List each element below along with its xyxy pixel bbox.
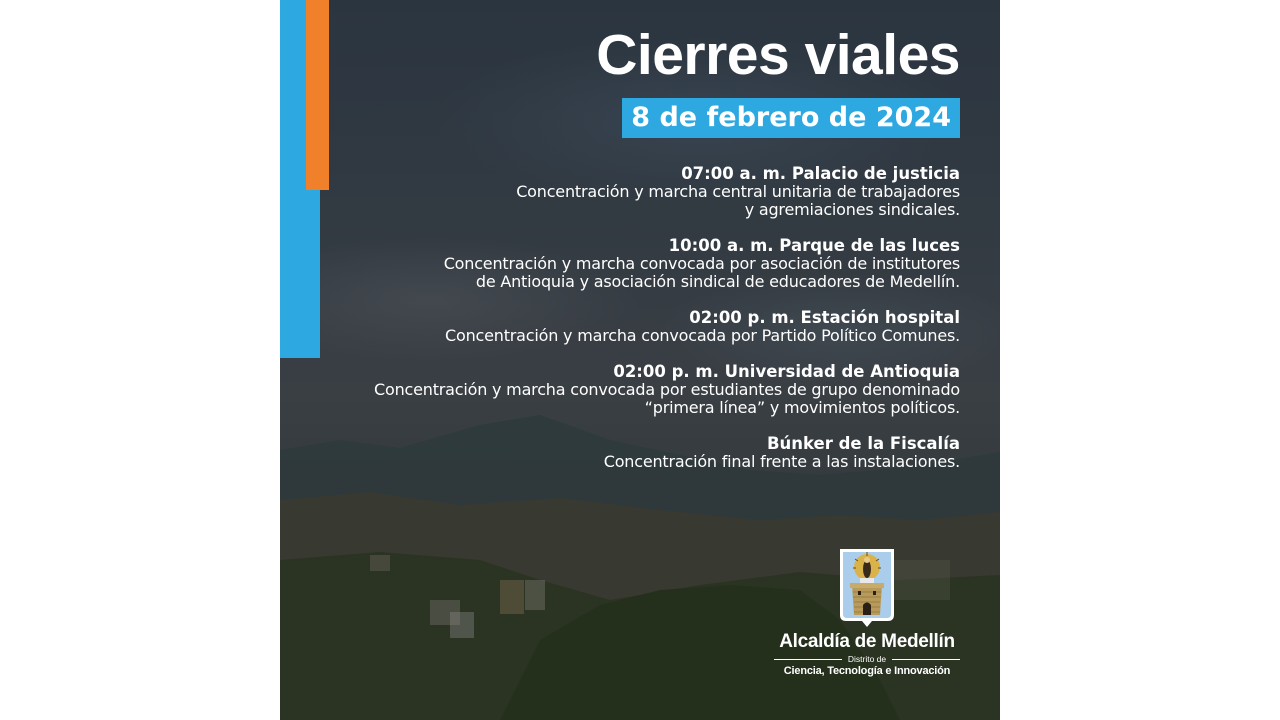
- divider: [892, 659, 960, 660]
- logo-subtitle-row: [774, 654, 960, 664]
- events-list: [360, 164, 960, 488]
- event-description: Concentración y marcha convocada por asociación de institutores de Antioquia y asociación sindical de educadores de Medellín.: [443, 254, 960, 291]
- logo-tagline: Ciencia, Tecnología e Innovación: [783, 665, 951, 677]
- event-heading: 10:00 a. m. Parque de las luces: [668, 236, 960, 255]
- road-closures-poster: [280, 0, 1000, 720]
- event-heading: 02:00 p. m. Estación hospital: [689, 308, 960, 327]
- event-item: [360, 362, 960, 417]
- alcaldia-logo: [774, 547, 960, 678]
- event-description: Concentración y marcha convocada por estudiantes de grupo denominado “primera línea” y movimientos políticos.: [374, 380, 960, 417]
- date-badge: 8 de febrero de 2024: [622, 98, 960, 138]
- logo-subtitle: Distrito de: [847, 654, 887, 664]
- event-heading: 02:00 p. m. Universidad de Antioquia: [613, 362, 960, 381]
- event-item: [360, 308, 960, 345]
- poster-title: Cierres viales: [596, 23, 960, 87]
- divider: [774, 659, 842, 660]
- event-item: [360, 236, 960, 291]
- event-heading: Búnker de la Fiscalía: [766, 434, 960, 453]
- event-item: [360, 434, 960, 471]
- logo-name: Alcaldía de Medellín: [779, 631, 955, 652]
- event-description: Concentración y marcha central unitaria de trabajadores y agremiaciones sindicales.: [516, 182, 960, 219]
- event-description: Concentración final frente a las instalaciones.: [603, 452, 960, 471]
- event-description: Concentración y marcha convocada por Partido Político Comunes.: [445, 326, 960, 345]
- orange-accent-bar: [306, 0, 329, 190]
- event-heading: 07:00 a. m. Palacio de justicia: [681, 164, 960, 183]
- medellin-coat-of-arms-icon: [838, 547, 896, 629]
- event-item: [360, 164, 960, 219]
